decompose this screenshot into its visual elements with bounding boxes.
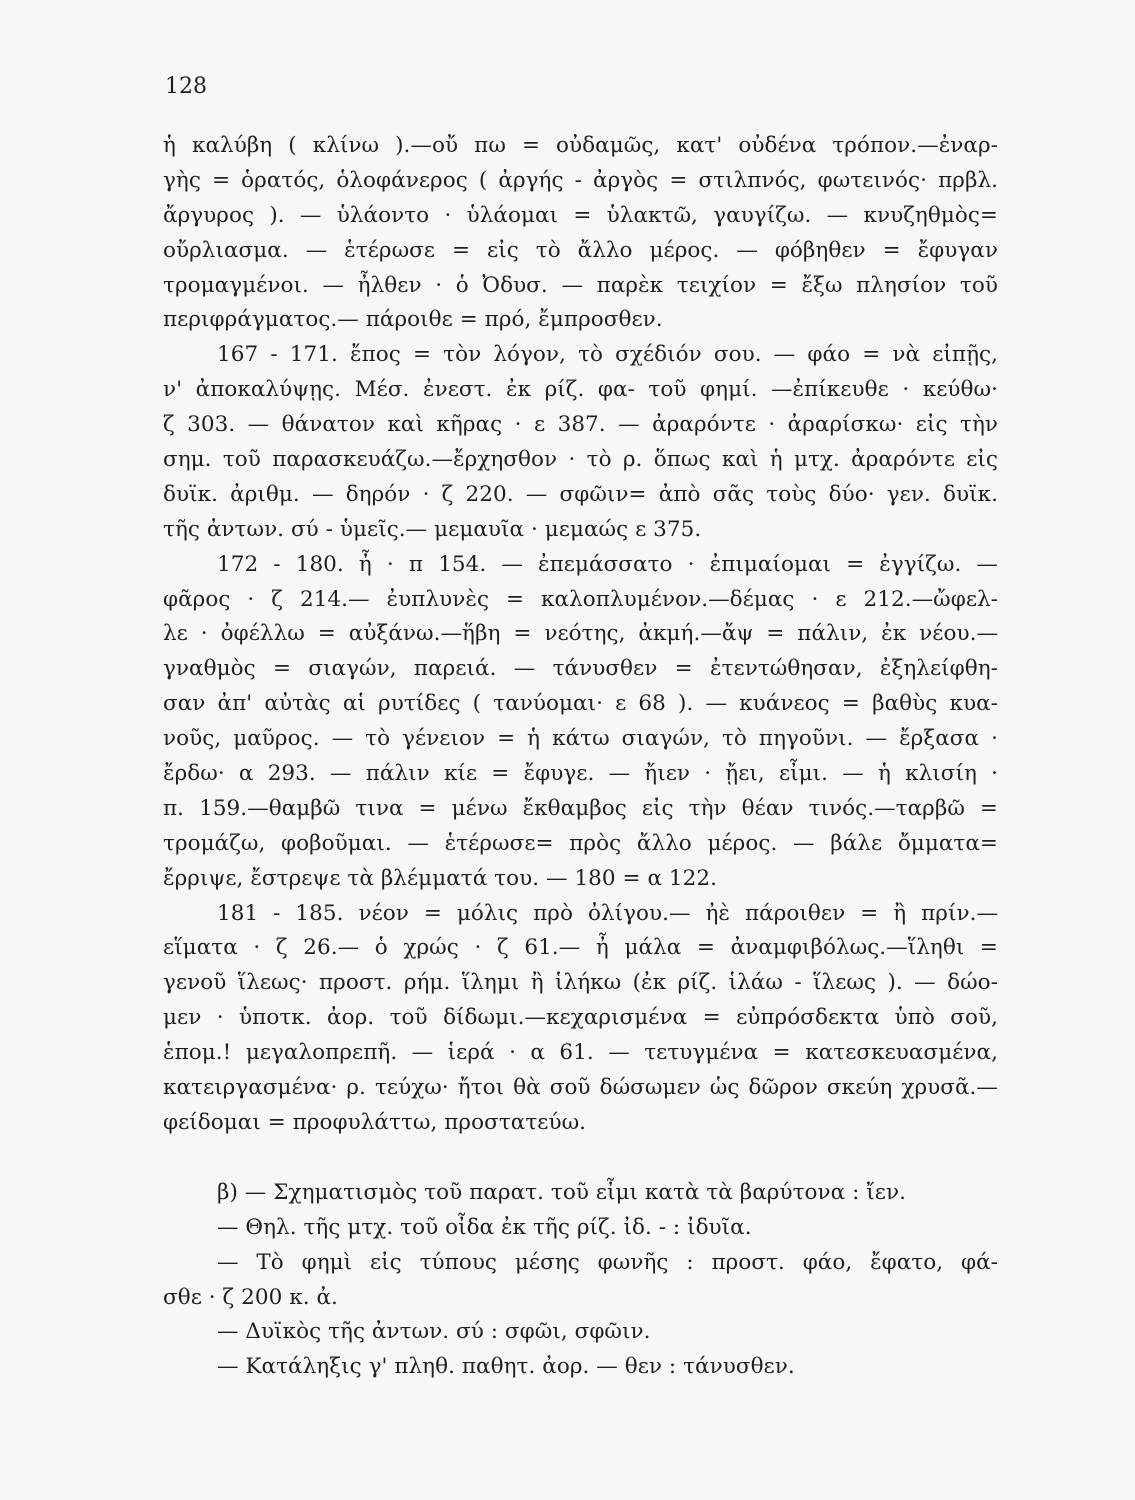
- paragraph-2: [163, 338, 998, 547]
- text-line: οὔρλιασμα. — ἑτέρωσε = εἰς τὸ ἄλλο μέρος. — φόβηθεν = ἔφυγαν: [163, 237, 998, 263]
- text-line: β) — Σχηματισμὸς τοῦ παρατ. τοῦ εἶμι κατὰ τὰ βαρύτονα : ἴεν.: [217, 1179, 906, 1205]
- text-line: λε · ὀφέλλω = αὐξάνω.—ἥβη = νεότης, ἀκμή.—ἄψ = πάλιν, ἐκ νέου.—: [163, 621, 998, 647]
- section-b: [163, 1176, 998, 1385]
- text-line: κατειργασμένα· ρ. τεύχω· ἤτοι θὰ σοῦ δώσωμεν ὡς δῶρον σκεύη χρυσᾶ.—: [163, 1075, 998, 1101]
- text-line: τῆς ἀντων. σύ - ὑμεῖς.— μεμαυῖα · μεμαώς ε 375.: [163, 516, 702, 542]
- text-line: π. 159.—θαμβῶ τινα = μένω ἔκθαμβος εἰς τὴν θέαν τινός.—ταρβῶ =: [163, 795, 998, 821]
- text-line: φᾶρος · ζ 214.— ἐυπλυνὲς = καλοπλυμένον.—δέμας · ε 212.—ὤφελ-: [163, 586, 998, 612]
- page-number: 128: [165, 74, 207, 99]
- text-line: φείδομαι = προφυλάττω, προστατεύω.: [163, 1109, 587, 1135]
- paragraph-1: [163, 129, 998, 338]
- text-line: — Δυϊκὸς τῆς ἀντων. σύ : σφῶι, σφῶιν.: [217, 1319, 651, 1345]
- text-line: — Τὸ φημὶ εἰς τύπους μέσης φωνῆς : προστ. φάο, ἔφατο, φά-: [217, 1249, 998, 1275]
- text-line: περιφράγματος.— πάροιθε = πρό, ἔμπροσθεν.: [163, 307, 663, 333]
- text-line: 172 - 180. ἦ · π 154. — ἐπεμάσσατο · ἐπιμαίομαι = ἐγγίζω. —: [217, 551, 998, 577]
- section-gap: [163, 1141, 998, 1176]
- text-line: γναθμὸς = σιαγών, παρειά. — τάνυσθεν = ἐτεντώθησαν, ἐξηλείφθη-: [163, 656, 998, 682]
- paragraph-3: [163, 548, 998, 897]
- text-line: — Κατάληξις γ' πληθ. παθητ. ἀορ. — θεν : τάνυσθεν.: [217, 1354, 795, 1380]
- paragraph-4: [163, 897, 998, 1141]
- text-line: δυϊκ. ἀριθμ. — δηρόν · ζ 220. — σφῶιν= ἀπὸ σᾶς τοὺς δύο· γεν. δυϊκ.: [163, 481, 998, 507]
- text-line: γενοῦ ἵλεως· προστ. ρήμ. ἵλημι ἢ ἱλήκω (ἐκ ρίζ. ἱλάω - ἵλεως ). — δώο-: [163, 970, 998, 996]
- commentary-text: [163, 129, 998, 1385]
- text-line: σθε · ζ 200 κ. ἀ.: [163, 1284, 338, 1310]
- text-line: σαν ἀπ' αὐτὰς αἱ ρυτίδες ( τανύομαι· ε 68 ). — κυάνεος = βαθὺς κυα-: [163, 691, 998, 717]
- text-line: τρομαγμένοι. — ἦλθεν · ὁ Ὀδυσ. — παρὲκ τειχίον = ἔξω πλησίον τοῦ: [163, 272, 998, 298]
- text-line: ἑπομ.! μεγαλοπρεπῆ. — ἱερά · α 61. — τετυγμένα = κατεσκευασμένα,: [163, 1040, 998, 1066]
- text-line: νοῦς, μαῦρος. — τὸ γένειον = ἡ κάτω σιαγών, τὸ πηγοῦνι. — ἔρξασα ·: [163, 726, 998, 752]
- text-line: ν' ἀποκαλύψῃς. Μέσ. ἐνεστ. ἐκ ρίζ. φα- τοῦ φημί. —ἐπίκευθε · κεύθω·: [163, 377, 998, 403]
- text-line: 167 - 171. ἔπος = τὸν λόγον, τὸ σχέδιόν σου. — φάο = νὰ εἰπῇς,: [217, 342, 998, 368]
- text-line: ἡ καλύβη ( κλίνω ).—οὔ πω = οὐδαμῶς, κατ' οὐδένα τρόπον.—ἐναρ-: [163, 133, 998, 158]
- text-line: σημ. τοῦ παρασκευάζω.—ἔρχησθον · τὸ ρ. ὅπως καὶ ἡ μτχ. ἀραρόντε εἰς: [163, 447, 998, 473]
- text-line: τρομάζω, φοβοῦμαι. — ἑτέρωσε= πρὸς ἄλλο μέρος. — βάλε ὄμματα=: [163, 830, 998, 856]
- text-line: γὴς = ὁρατός, ὁλοφάνερος ( ἀργής - ἀργὸς = στιλπνός, φωτεινός· πρβλ.: [163, 167, 998, 193]
- text-line: — Θηλ. τῆς μτχ. τοῦ οἶδα ἐκ τῆς ρίζ. ἰδ. - : ἰδυῖα.: [217, 1214, 752, 1240]
- text-line: ἄργυρος ). — ὑλάοντο · ὑλάομαι = ὑλακτῶ, γαυγίζω. — κνυζηθμὸς=: [163, 202, 998, 228]
- text-line: ἔρριψε, ἔστρεψε τὰ βλέμματά του. — 180 = α 122.: [163, 865, 717, 891]
- text-line: εἵματα · ζ 26.— ὁ χρώς · ζ 61.— ἦ μάλα = ἀναμφιβόλως.—ἵληθι =: [163, 935, 998, 961]
- text-line: ζ 303. — θάνατον καὶ κῆρας · ε 387. — ἀραρόντε · ἀραρίσκω· εἰς τὴν: [163, 412, 998, 438]
- text-line: ἔρδω· α 293. — πάλιν κίε = ἔφυγε. — ἤιεν · ᾔει, εἶμι. — ἡ κλισίη ·: [163, 761, 998, 787]
- text-line: μεν · ὑποτκ. ἀορ. τοῦ δίδωμι.—κεχαρισμένα = εὐπρόσδεκτα ὑπὸ σοῦ,: [163, 1005, 998, 1031]
- text-line: 181 - 185. νέον = μόλις πρὸ ὀλίγου.— ἠὲ πάροιθεν = ἢ πρίν.—: [217, 900, 998, 926]
